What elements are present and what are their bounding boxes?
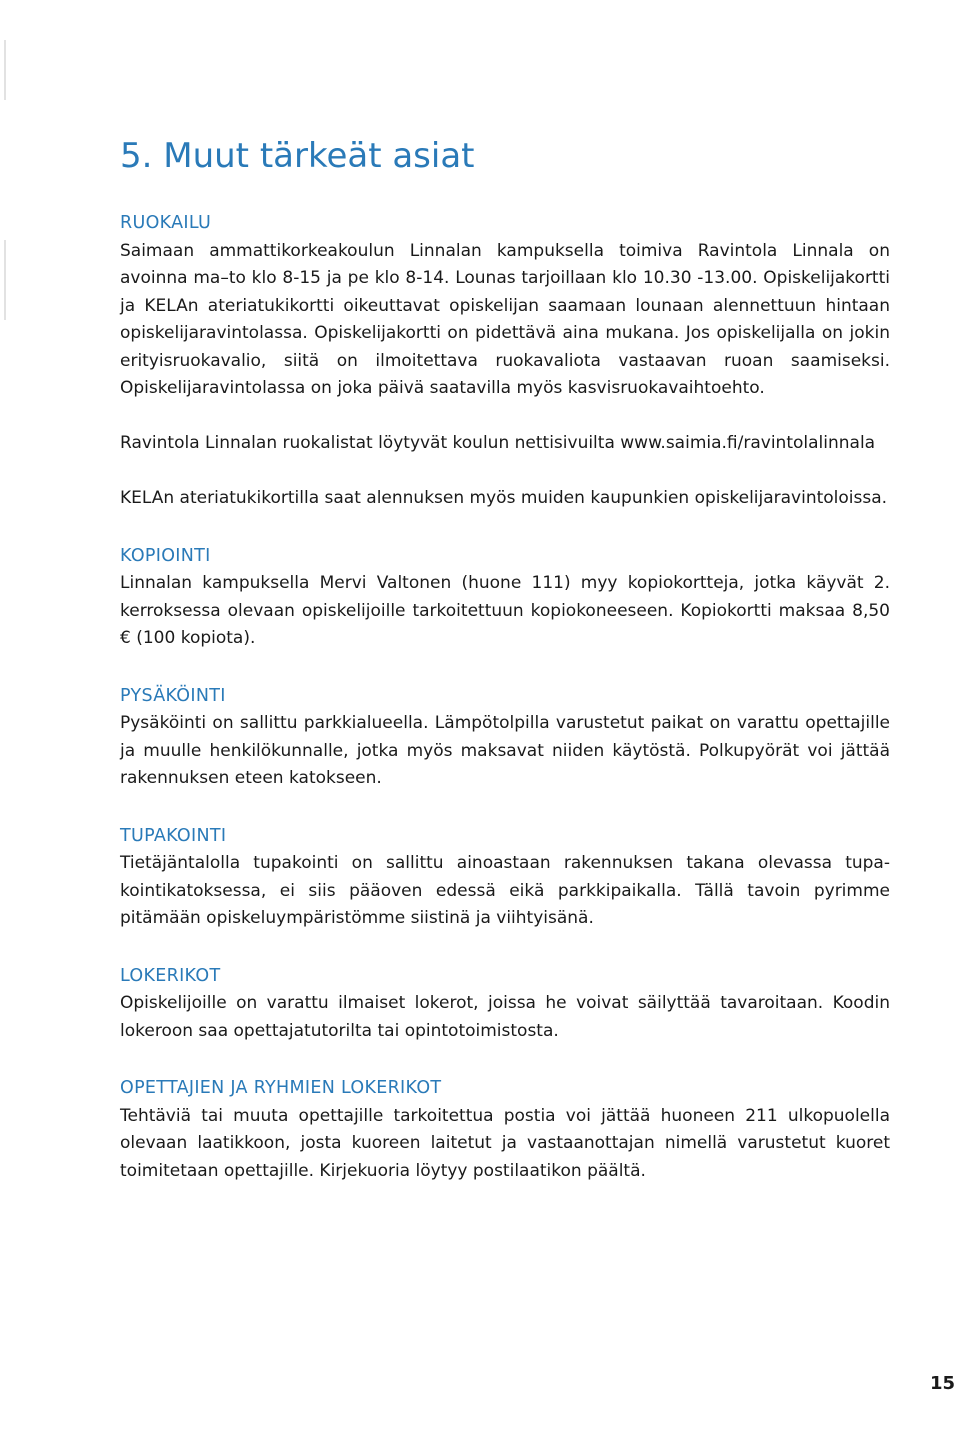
paragraph-lokerikot: Opiskelijoille on varattu ilmaiset lokerot, joissa he voivat säilyttää tavaroitaan. Koodin lokeroon saa opettajatutorilta tai opintotoimistosta.: [120, 993, 890, 1041]
section-heading-tupakointi: TUPAKOINTI: [120, 825, 227, 846]
section-kopiointi: [120, 543, 890, 653]
paragraph-ruokailu-3: KELAn ateriatukikortilla saat alennuksen myös muiden kaupunkien opiskelijaravintoloissa.: [120, 488, 888, 508]
page-edge-mark-middle: [4, 240, 6, 320]
page-content: [120, 132, 890, 1185]
paragraph-pysakointi: Pysäköinti on sallittu parkkialueella. Lämpötolpilla varustetut paikat on varattu opettajille ja muulle henkilökunnalle, jotka myös maksavat niiden käytöstä. Polkupyörät voi jättää rakennuksen eteen katokseen.: [120, 713, 890, 788]
paragraph-ruokailu-2: Ravintola Linnalan ruokalistat löytyvät koulun nettisivuilta www.saimia.fi/ravintolalinnala: [120, 433, 876, 453]
section-heading-lokerikot: LOKERIKOT: [120, 965, 221, 986]
paragraph-opettajien-lokerikot: Tehtäviä tai muuta opettajille tarkoitettua postia voi jättää huoneen 211 ulkopuolella olevaan laatikkoon, josta kuoreen laitetut ja vastaanottajan nimellä varustetut kuoret toimitetaan opettajille. Kirjekuoria löytyy postilaatikon päältä.: [120, 1105, 890, 1181]
paragraph-tupakointi: Tietäjäntalolla tupakointi on sallittu ainoastaan rakennuksen takana olevassa tupakointikatoksessa, ei siis pääoven edessä eikä parkkipaikalla. Tällä tavoin pyrimme pitämään opiskeluympäristömme siistinä ja viihtyisänä.: [120, 853, 890, 928]
section-heading-kopiointi: KOPIOINTI: [120, 545, 211, 566]
section-opettajien-lokerikot: [120, 1075, 890, 1185]
paragraph-kopiointi: Linnalan kampuksella Mervi Valtonen (huone 111) myy kopiokortteja, jotka käyvät 2. kerroksessa olevaan opiskelijoille tarkoitettuun kopiokoneeseen. Kopiokortti maksaa 8,50 € (100 kopiota).: [120, 573, 890, 648]
section-heading-ruokailu: RUOKAILU: [120, 213, 212, 233]
section-heading-opettajien-lokerikot: OPETTAJIEN JA RYHMIEN LOKERIKOT: [120, 1078, 442, 1098]
paragraph-ruokailu-1: Saimaan ammattikorkeakoulun Linnalan kampuksella toimiva Ravintola Linnala on avoinna ma–to klo 8-15 ja pe klo 8-14. Lounas tarjoillaan klo 10.30 -13.00. Opiskelijakortti ja KELAn ateriatukikortti oikeuttavat opiskelijan saamaan lounaan alennettuun hintaan opiskelijaravintolassa. Opiskelijakortti on pidettävä aina mukana. Jos opiskelijalla on jokin erityisruokavalio, siitä on ilmoitettava ruokavaliota vastaavan ruoan saamiseksi. Opiskelijaravintolassa on joka päivä saatavilla myös kasvisruokavaihtoehto.: [120, 240, 890, 398]
section-pysakointi: [120, 683, 890, 793]
section-lokerikot: [120, 963, 890, 1046]
page-number: 15: [929, 1373, 955, 1394]
section-heading-pysakointi: PYSÄKÖINTI: [120, 685, 226, 706]
section-tupakointi: [120, 823, 890, 933]
chapter-title: 5. Muut tärkeät asiat: [120, 136, 475, 176]
section-ruokailu: [120, 210, 890, 513]
page-edge-mark-top: [4, 40, 6, 100]
